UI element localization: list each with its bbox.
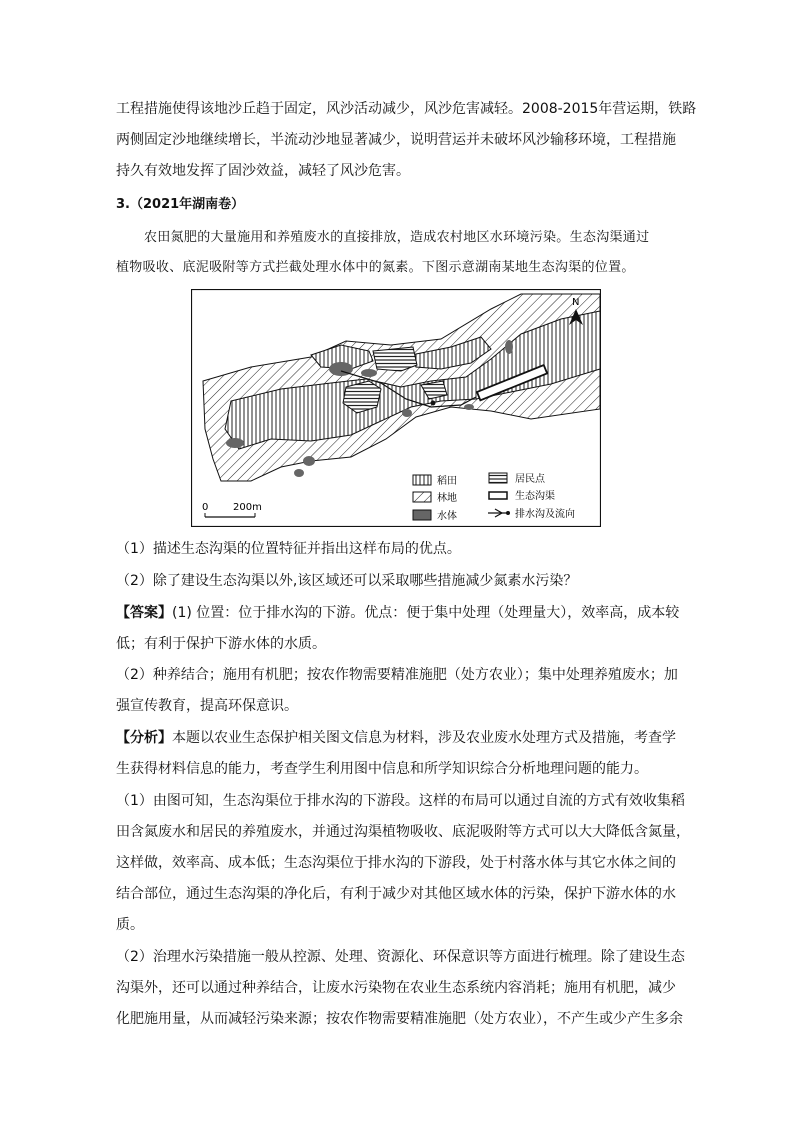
question-1: （1）描述生态沟渠的位置特征并指出这样布局的优点。 <box>116 541 461 557</box>
water-body <box>505 340 513 354</box>
intro-line: 植物吸收、底泥吸附等方式拦截处理水体中的氮素。下图示意湖南某地生态沟渠的位置。 <box>116 260 635 275</box>
eco-ditch-map <box>191 289 601 527</box>
legend-residential: 居民点 <box>515 474 545 485</box>
north-label: N <box>572 297 580 308</box>
water-body <box>361 369 377 377</box>
question-header: 3.（2021年湖南卷） <box>116 197 245 212</box>
legend-eco-ditch: 生态沟渠 <box>515 491 555 502</box>
paragraph-line: 两侧固定沙地继续增长，半流动沙地显著减少，说明营运并未破坏风沙输移环境，工程措施 <box>116 132 676 148</box>
answer-label: 【答案】 <box>116 605 172 621</box>
analysis-line: 质。 <box>116 917 144 933</box>
legend-drain: 排水沟及流向 <box>515 509 575 520</box>
analysis-line: （1）由图可知，生态沟渠位于排水沟的下游段。这样的布局可以通过自流的方式有效收集稻 <box>116 793 685 809</box>
analysis-line: 结合部位，通过生态沟渠的净化后，有利于减少对其他区域水体的污染，保护下游水体的水 <box>116 886 676 902</box>
svg-text:0: 0 <box>202 502 209 513</box>
answer-line: 【答案】(1) 位置：位于排水沟的下游。优点：便于集中处理（处理量大），效率高，成本较 <box>116 605 680 621</box>
answer-line: 强宣传教育，提高环保意识。 <box>116 698 298 714</box>
analysis-label: 【分析】 <box>116 730 172 746</box>
paragraph-line: 工程措施使得该地沙丘趋于固定，风沙活动减少，风沙危害减轻。2008-2015年营运期，铁路 <box>116 101 697 117</box>
water-body <box>294 469 304 477</box>
analysis-line: （2）治理水污染措施一般从控源、处理、资源化、环保意识等方面进行梳理。除了建设生态 <box>116 949 685 965</box>
answer-line: 低；有利于保护下游水体的水质。 <box>116 636 326 652</box>
water-body <box>226 438 244 448</box>
water-body <box>303 456 315 466</box>
analysis-line: 沟渠外，还可以通过种养结合，让废水污染物在农业生态系统内容消耗；施用有机肥，减少 <box>116 980 676 996</box>
question-2: （2）除了建设生态沟渠以外,该区域还可以采取哪些措施减少氮素水污染？ <box>116 573 578 589</box>
legend-paddy: 稻田 <box>437 476 457 487</box>
analysis-line: 这样做，效率高、成本低；生态沟渠位于排水沟的下游段，处于村落水体与其它水体之间的 <box>116 855 676 871</box>
legend-water: 水体 <box>437 511 457 522</box>
analysis-line: 化肥施用量，从而减轻污染来源；按农作物需要精准施肥（处方农业），不产生或少产生多余 <box>116 1011 683 1027</box>
water-body <box>464 404 474 410</box>
svg-text:200m: 200m <box>233 502 262 513</box>
analysis-line: 【分析】本题以农业生态保护相关图文信息为材料，涉及农业废水处理方式及措施，考查学 <box>116 730 676 746</box>
analysis-line: 田含氮废水和居民的养殖废水，并通过沟渠植物吸收、底泥吸附等方式可以大大降低含氮量， <box>116 824 690 840</box>
intro-line: 农田氮肥的大量施用和养殖废水的直接排放，造成农村地区水环境污染。生态沟渠通过 <box>144 230 650 245</box>
residential-area <box>373 347 417 371</box>
water-body <box>402 409 412 417</box>
analysis-line: 生获得材料信息的能力，考查学生利用图中信息和所学知识综合分析地理问题的能力。 <box>116 761 648 777</box>
paragraph-line: 持久有效地发挥了固沙效益，减轻了风沙危害。 <box>116 163 410 179</box>
legend-forest: 林地 <box>437 493 457 504</box>
answer-line: （2）种养结合；施用有机肥；按农作物需要精准施肥（处方农业）；集中处理养殖废水；加 <box>116 667 678 683</box>
